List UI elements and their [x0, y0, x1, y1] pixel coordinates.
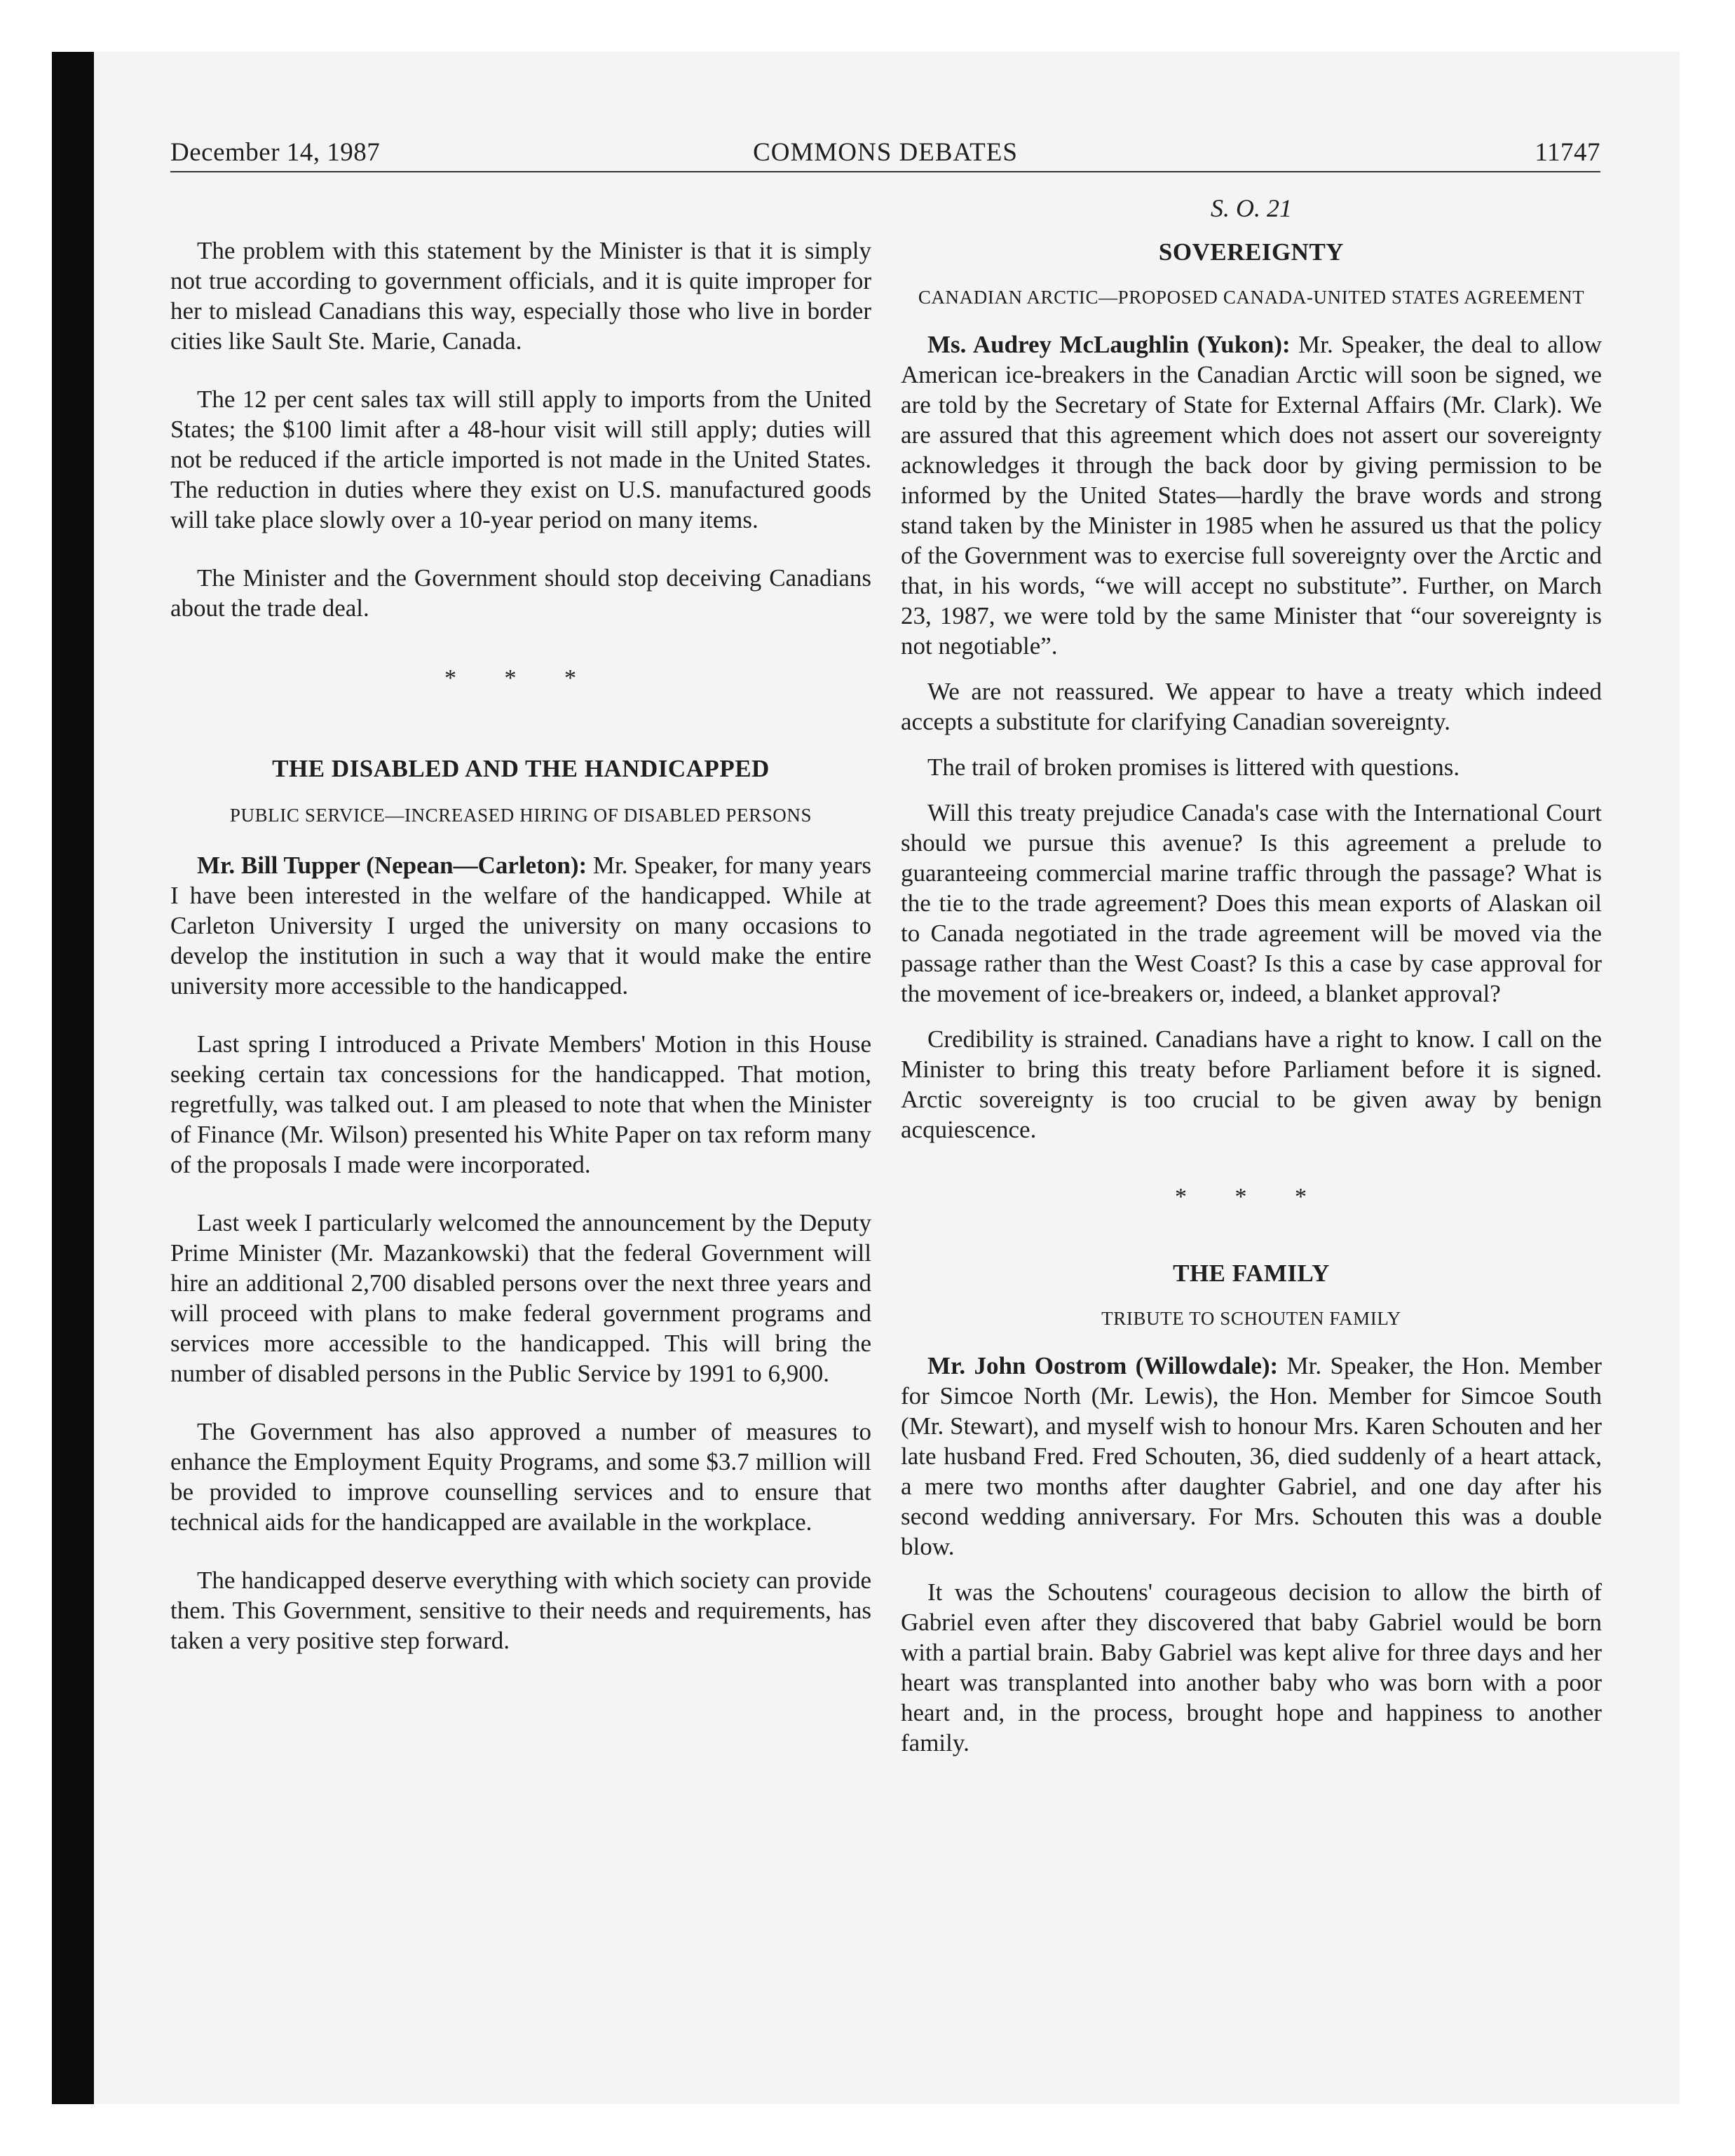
- speech-paragraph: [170, 850, 871, 1001]
- left-column: [170, 191, 871, 1656]
- paragraph: Credibility is strained. Canadians have a right to know. I call on the Minister to bring this treaty before Parliament before it is signed. Arctic sovereignty is too crucial to be given away by benign acquiescence.: [901, 1025, 1602, 1143]
- paragraph: It was the Schoutens' courageous decision to allow the birth of Gabriel even after they discovered that baby Gabriel would be born with a partial brain. Baby Gabriel was kept alive for three days and her heart was transplanted into another baby who was born with a poor heart and, in the process, brought hope and happiness to another family.: [901, 1578, 1602, 1756]
- paragraph: The trail of broken promises is littered with questions.: [927, 753, 1460, 781]
- speaker-name: Ms. Audrey McLaughlin (Yukon):: [927, 331, 1291, 358]
- paragraph: The handicapped deserve everything with which society can provide them. This Government, sensitive to their needs and requirements, has taken a very positive step forward.: [170, 1567, 871, 1654]
- header-date: December 14, 1987: [170, 138, 381, 167]
- speaker-name: Mr. Bill Tupper (Nepean—Carleton):: [197, 852, 587, 879]
- paragraph: The Minister and the Government should stop deceiving Canadians about the trade deal.: [170, 564, 871, 622]
- paragraph: Last week I particularly welcomed the announcement by the Deputy Prime Minister (Mr. Mazankowski) that the federal Government will hire an additional 2,700 disabled persons over the next three years and will proceed with plans to make federal government programs and services more accessible to the handicapped. This will bring the number of disabled persons in the Public Service by 1991 to 6,900.: [170, 1209, 871, 1387]
- section-separator: * * *: [444, 665, 597, 691]
- speech-text: Mr. Speaker, the deal to allow American ice-breakers in the Canadian Arctic will soon be signed, we are told by the Secretary of State for External Affairs (Mr. Clark). We are assured that this agreement which does not assert our sovereignty acknowledges it through the back door by giving permission to be informed by the United States—hardly the brave words and strong stand taken by the Minister in 1985 when he assured us that the policy of the Government was to exercise full sovereignty over the Arctic and that, in his words, “we will accept no substitute”. Further, on March 23, 1987, we were told by the same Minister that “our sovereignty is not negotiable”.: [901, 331, 1603, 660]
- paragraph: Last spring I introduced a Private Members' Motion in this House seeking certain tax concessions for the handicapped. That motion, regretfully, was talked out. I am pleased to note that when the Minister of Finance (Mr. Wilson) presented his White Paper on tax reform many of the proposals I made were incorporated.: [170, 1030, 871, 1178]
- section-separator: * * *: [1175, 1184, 1328, 1210]
- right-column: [901, 191, 1602, 1758]
- section-subtitle: CANADIAN ARCTIC—PROPOSED CANADA-UNITED STATES AGREEMENT: [918, 287, 1585, 308]
- binding-edge: [52, 52, 94, 2104]
- page-header: [170, 137, 1600, 172]
- paragraph: We are not reassured. We appear to have a treaty which indeed accepts a substitute for clarifying Canadian sovereignty.: [901, 678, 1602, 735]
- page-number: 11747: [1535, 138, 1600, 167]
- speech-paragraph: [901, 329, 1602, 661]
- paragraph: The 12 per cent sales tax will still apply to imports from the United States; the $100 limit after a 48-hour visit will still apply; duties will not be reduced if the article imported is not made in the United States. The reduction in duties where they exist on U.S. manufactured goods will take place slowly over a 10-year period on many items.: [170, 386, 871, 533]
- header-rule: [170, 171, 1600, 172]
- section-subtitle: PUBLIC SERVICE—INCREASED HIRING OF DISABLED PERSONS: [229, 805, 812, 826]
- standing-order-label: S. O. 21: [1211, 194, 1292, 222]
- speech-paragraph: [901, 1351, 1602, 1562]
- speech-text: Mr. Speaker, the Hon. Member for Simcoe North (Mr. Lewis), the Hon. Member for Simcoe South (Mr. Stewart), and myself wish to honour Mrs. Karen Schouten and her late husband Fred. Fred Schouten, 36, died suddenly of a heart attack, a mere two months after daughter Gabriel, and one day after his second wedding anniversary. For Mrs. Schouten this was a double blow.: [901, 1352, 1602, 1560]
- paragraph: The problem with this statement by the Minister is that it is simply not true according to government officials, and it is quite improper for her to mislead Canadians this way, especially those who live in border cities like Sault Ste. Marie, Canada.: [170, 237, 871, 355]
- section-title: THE DISABLED AND THE HANDICAPPED: [272, 755, 770, 782]
- speech-text: Mr. Speaker, for many years I have been interested in the welfare of the handicapped. While at Carleton University I urged the university on many occasions to develop the institution in such a way that it would make the entire university more accessible to the handicapped.: [170, 852, 872, 999]
- section-title: THE FAMILY: [1173, 1260, 1330, 1287]
- publication-title: COMMONS DEBATES: [753, 138, 1018, 167]
- section-title: SOVEREIGNTY: [1158, 238, 1345, 266]
- speaker-name: Mr. John Oostrom (Willowdale):: [927, 1352, 1279, 1379]
- section-subtitle: TRIBUTE TO SCHOUTEN FAMILY: [1101, 1308, 1401, 1329]
- paragraph: Will this treaty prejudice Canada's case with the International Court should we pursue this avenue? Is this agreement a prelude to guaranteeing commercial marine traffic through the passage? What is the tie to the trade agreement? Does this mean exports of Alaskan oil to Canada negotiated in the trade agreement will be moved via the passage rather than the West Coast? Is this a case by case approval for the movement of ice-breakers or, indeed, a blanket approval?: [901, 799, 1602, 1007]
- paragraph: The Government has also approved a number of measures to enhance the Employment Equity Programs, and some $3.7 million will be provided to improve counselling services and to ensure that technical aids for the handicapped are available in the workplace.: [170, 1418, 871, 1536]
